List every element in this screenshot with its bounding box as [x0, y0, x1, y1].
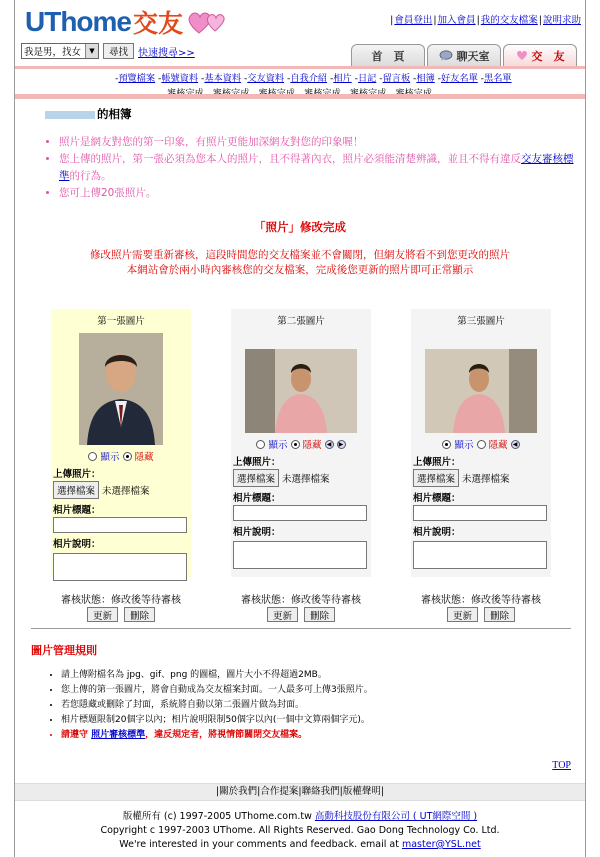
person-photo-icon: [245, 349, 357, 433]
main-tabs: [351, 44, 577, 66]
update-button[interactable]: 更新: [447, 607, 478, 622]
tab-chat-label: 聊天室: [456, 49, 490, 63]
site-logo[interactable]: [25, 4, 229, 40]
footer-copyright-link[interactable]: 版權聲明: [342, 786, 381, 797]
no-file-text: 未選擇檔案: [102, 486, 150, 497]
subnav-preview[interactable]: 預覽檔案: [118, 73, 156, 84]
rule-item: • 您上傳的第一張圖片，將會自動成為交友檔案封面。一人最多可上傳3張照片。: [61, 683, 567, 698]
title-label: 相片標題：: [413, 493, 461, 504]
rule-warning: [61, 728, 567, 743]
hide-label: 隱藏: [134, 452, 154, 463]
rule-item: • 相片標題限制20個字以內；相片說明限制50個字以內(一個中文算兩個字元)。: [61, 713, 567, 728]
subnav-album[interactable]: 相簿: [416, 73, 435, 84]
title-label: 相片標題：: [233, 493, 281, 504]
subnav-friends[interactable]: 好友名單: [441, 73, 478, 84]
choose-file-button[interactable]: 選擇檔案: [413, 469, 459, 487]
album-title: [45, 106, 132, 122]
visibility-options: [51, 449, 191, 463]
feedback-line: [15, 838, 585, 852]
photo-notes: [45, 134, 575, 202]
search-bar: [21, 43, 195, 59]
copyright-english: Copyright c 1997-2003 UThome. All Rights Reserved. Gao Dong Technology Co. Ltd.: [100, 825, 500, 836]
person-photo-icon: [425, 349, 537, 433]
subnav-diary[interactable]: 日記: [357, 73, 377, 84]
desc-label: 相片說明：: [53, 539, 101, 550]
visibility-options: [231, 437, 371, 451]
upload-label: 上傳照片：: [413, 457, 461, 468]
review-status: 審核狀態：修改後等待審核: [61, 595, 181, 606]
gender-select-value: 我是男，找女: [24, 47, 82, 58]
copyright-text: 版權所有 (c) 1997-2005 UThome.com.tw: [122, 811, 315, 822]
footer-about-link[interactable]: 關於我們: [219, 786, 258, 797]
photo-title-input[interactable]: [53, 517, 187, 533]
file-picker: [53, 481, 191, 499]
note-item: [59, 151, 575, 185]
note-text: 照片是網友對您的第一印象，有照片更能加深網友對您的印象喔！: [59, 136, 364, 148]
tab-home-label: 首 頁: [371, 49, 405, 63]
update-button[interactable]: 更新: [267, 607, 298, 622]
review-standards-link[interactable]: 交友審核標準: [59, 153, 574, 182]
move-left-icon[interactable]: ◀: [325, 440, 334, 449]
show-radio[interactable]: [88, 452, 97, 461]
copyright-line: [15, 810, 585, 824]
done-message-line: 本網站會於兩小時內審核您的交友檔案，完成後您更新的照片即可正常顯示: [126, 264, 474, 276]
company-link[interactable]: 高動科技股份有限公司 ( UT網際空間 ): [314, 811, 478, 822]
visibility-options: [411, 437, 551, 451]
move-right-icon[interactable]: ▶: [337, 440, 346, 449]
chevron-down-icon: ▼: [85, 44, 98, 58]
chat-icon: [439, 50, 453, 62]
photo-thumbnail[interactable]: [79, 333, 163, 445]
delete-button[interactable]: 刪除: [124, 607, 155, 622]
note-item: [59, 134, 575, 151]
page-frame: [14, 0, 586, 857]
show-radio[interactable]: [256, 440, 265, 449]
subnav-blacklist[interactable]: 黑名單: [484, 73, 512, 84]
tab-home[interactable]: [351, 44, 425, 66]
done-message: [15, 248, 585, 278]
no-file-text: 未選擇檔案: [282, 474, 330, 485]
subnav-photo[interactable]: 相片: [333, 73, 352, 84]
file-picker: [233, 469, 371, 487]
rule-item: • 若您隱藏或刪除了封面，系統將自動以第二張圖片做為封面。: [61, 698, 567, 713]
note-item: [59, 185, 575, 202]
divider: [31, 628, 571, 629]
album-title-text: 的相簿: [97, 107, 132, 121]
photo-actions: [51, 607, 191, 622]
photo-slot-2: [231, 309, 371, 577]
hide-radio[interactable]: [123, 452, 132, 461]
done-message-line: 修改照片需要重新審核，這段時間您的交友檔案並不會關閉，但網友將看不到您更改的照片: [90, 249, 510, 261]
upload-label: 上傳照片：: [53, 469, 101, 480]
photo-slot-heading: 第一張圖片: [97, 316, 145, 327]
subnav-underline: [15, 94, 585, 99]
review-status: 審核狀態：修改後等待審核: [241, 595, 361, 606]
tab-chat[interactable]: [427, 44, 501, 66]
photo-desc-textarea[interactable]: [53, 553, 187, 581]
feedback-text: We're interested in your comments and feedback. email at: [119, 839, 402, 850]
person-photo-icon: [79, 333, 163, 445]
rules-list: [47, 668, 567, 743]
photo-actions: [231, 607, 371, 622]
review-status: 審核狀態：修改後等待審核: [421, 595, 541, 606]
photo-desc-textarea[interactable]: [233, 541, 367, 569]
title-label: 相片標題：: [53, 505, 101, 516]
photo-actions: [411, 607, 551, 622]
choose-file-button[interactable]: 選擇檔案: [53, 481, 99, 499]
subnav-basic[interactable]: 基本資料: [204, 73, 242, 84]
show-label: 顯示: [100, 452, 120, 463]
file-picker: [413, 469, 551, 487]
quick-search-link[interactable]: 快速搜尋>>: [138, 47, 195, 59]
photo-slot-heading: 第二張圖片: [277, 316, 325, 327]
logo-cn-text: 交友: [133, 9, 184, 38]
move-left-icon[interactable]: ◀: [511, 440, 520, 449]
photo-title-input[interactable]: [233, 505, 367, 521]
tab-dating[interactable]: [503, 44, 577, 66]
footer-partner-link[interactable]: 合作提案: [260, 786, 299, 797]
warn-text: 請遵守: [61, 730, 92, 740]
photo-thumbnail[interactable]: [245, 349, 357, 433]
heart-icon: [516, 50, 528, 61]
choose-file-button[interactable]: 選擇檔案: [233, 469, 279, 487]
top-links: |會員登出|加入會員|我的交友檔案|說明求助: [390, 15, 581, 26]
hide-radio[interactable]: [477, 440, 486, 449]
hide-label: 隱藏: [488, 440, 508, 451]
logout-link[interactable]: 會員登出: [394, 15, 433, 26]
footer-nav: |關於我們|合作提案|聯絡我們|版權聲明|: [15, 783, 585, 801]
delete-button[interactable]: 刪除: [304, 607, 335, 622]
hide-label: 隱藏: [302, 440, 322, 451]
update-button[interactable]: 更新: [87, 607, 118, 622]
show-radio[interactable]: [442, 440, 451, 449]
photo-title-input[interactable]: [413, 505, 547, 521]
tab-dating-label: 交 友: [531, 49, 565, 63]
show-label: 顯示: [268, 440, 288, 451]
note-text: 的行為。: [69, 170, 112, 182]
no-file-text: 未選擇檔案: [462, 474, 510, 485]
footer: [15, 810, 585, 852]
subnav-dating-info[interactable]: 交友資料: [247, 73, 285, 84]
help-link[interactable]: 說明求助: [542, 15, 581, 26]
hide-radio[interactable]: [291, 440, 300, 449]
desc-label: 相片說明：: [233, 527, 281, 538]
footer-contact-link[interactable]: 聯絡我們: [301, 786, 340, 797]
back-to-top-link[interactable]: TOP: [552, 760, 571, 771]
photo-slot-heading: 第三張圖片: [457, 316, 505, 327]
warn-text: ，違反規定者，將視情節關閉交友檔案。: [145, 730, 308, 740]
hearts-icon: [187, 9, 229, 35]
gender-select[interactable]: [21, 43, 99, 59]
note-text: 您上傳的照片，第一張必須為您本人的照片，且不得著內衣，照片必須能清楚辨識，並且不得有違反: [59, 153, 521, 165]
my-profile-link[interactable]: 我的交友檔案: [480, 15, 538, 26]
desc-label: 相片說明：: [413, 527, 461, 538]
photo-slot-3: [411, 309, 551, 577]
tab-underline: [15, 66, 585, 69]
photo-slot-1: [51, 309, 191, 577]
logo-text: UThome: [25, 6, 131, 37]
sub-navigation: -預覽檔案 -帳號資料 -基本資料 -交友資料 -自我介紹 -相片 -日記 -留言板 -相簿 -好友名單 -黑名單: [15, 70, 585, 99]
rule-item: • 請上傳附檔名為 jpg、gif、png 的圖檔，圖片大小不得超過2MB。: [61, 668, 567, 683]
photo-desc-textarea[interactable]: [413, 541, 547, 569]
delete-button[interactable]: 刪除: [484, 607, 515, 622]
join-link[interactable]: 加入會員: [437, 15, 476, 26]
rules-title: 圖片管理規則: [31, 644, 97, 657]
done-title: 「照片」修改完成: [254, 220, 346, 234]
photo-standards-link[interactable]: 照片審核標準: [91, 730, 146, 740]
email-link[interactable]: master@YSL.net: [401, 839, 481, 850]
photo-thumbnail[interactable]: [425, 349, 537, 433]
subnav-account[interactable]: 帳號資料: [161, 73, 199, 84]
show-label: 顯示: [454, 440, 474, 451]
subnav-guestbook[interactable]: 留言板: [382, 73, 411, 84]
upload-label: 上傳照片：: [233, 457, 281, 468]
subnav-intro[interactable]: 自我介紹: [290, 73, 328, 84]
search-button[interactable]: 尋找: [103, 43, 134, 59]
blurred-username: [45, 111, 95, 119]
note-text: 您可上傳20張照片。: [59, 187, 157, 199]
